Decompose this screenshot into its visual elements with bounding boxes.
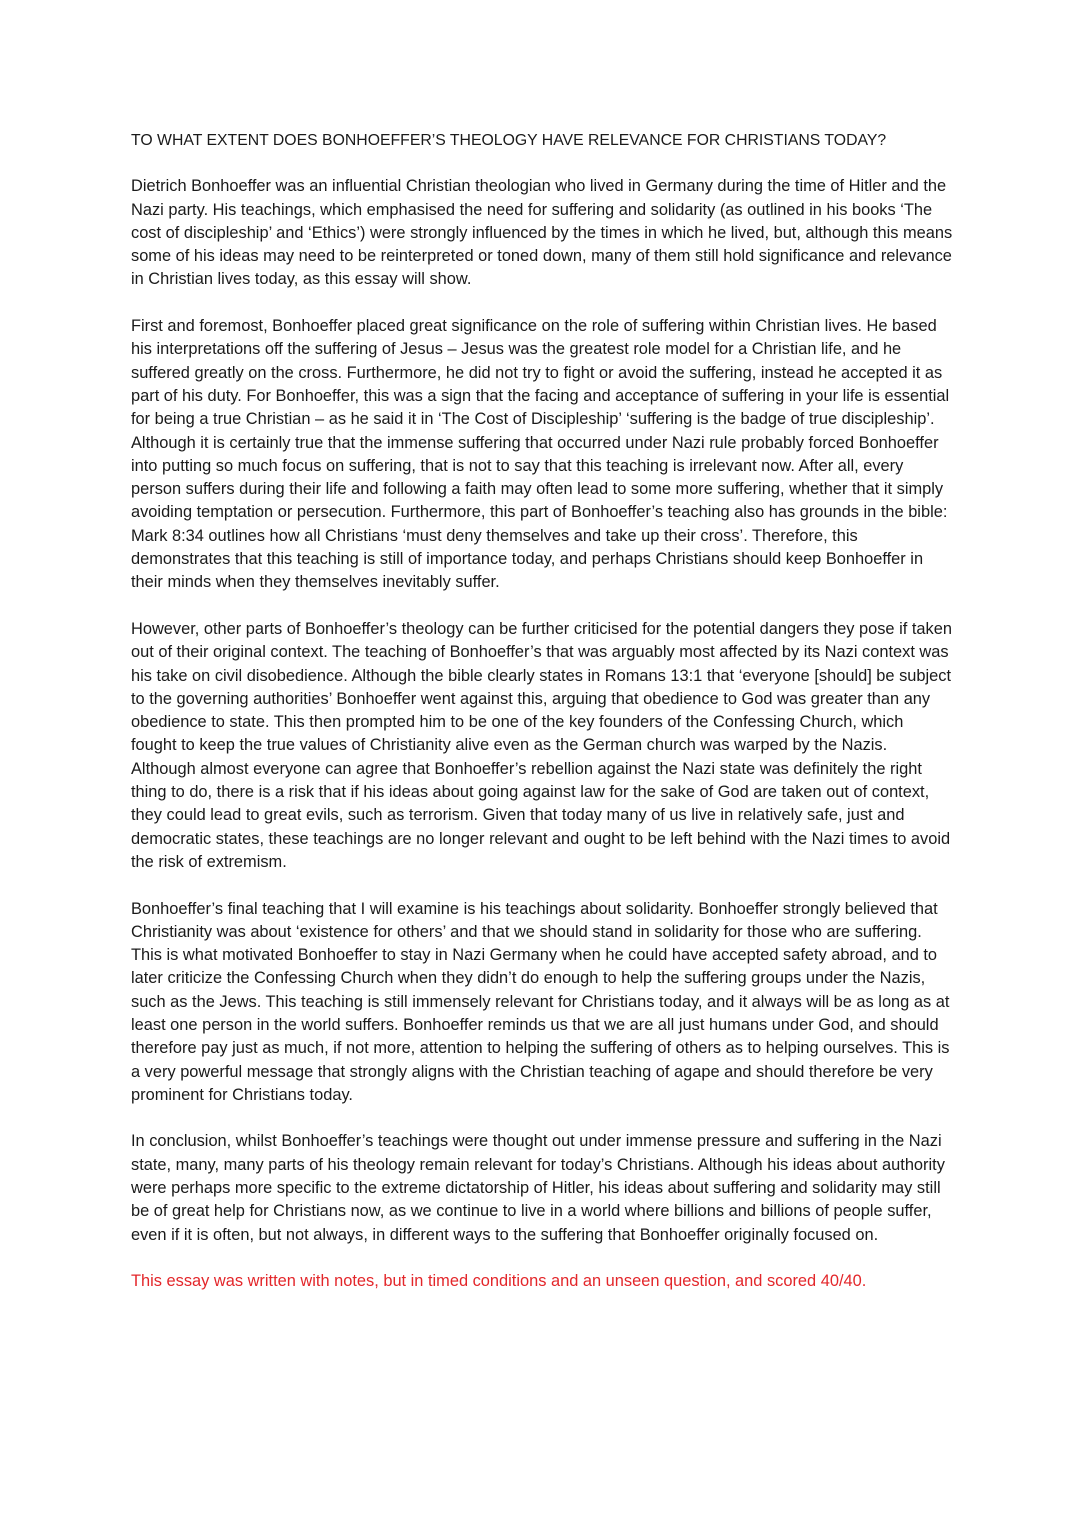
essay-paragraph-solidarity: Bonhoeffer’s final teaching that I will examine is his teachings about solidarity. Bonhoeffer strongly believed that Christianity was about ‘existence for others’ and that we should stand in solidarity for those who are suffering. This is what motivated Bonhoeffer to stay in Nazi Germany when he could have accepted safety abroad, and to later criticize the Confessing Church when they didn’t do enough to help the suffering groups under the Nazis, such as the Jews. This teaching is still immensely relevant for Christians today, and it always will be as long as at least one person in the world suffers. Bonhoeffer reminds us that we are all just humans under God, and should therefore pay just as much, if not more, attention to helping the suffering of others as to helping ourselves. This is a very powerful message that strongly aligns with the Christian teaching of agape and should therefore be very prominent for Christians today. [131, 899, 950, 1104]
essay-paragraph-suffering: First and foremost, Bonhoeffer placed great significance on the role of suffering within Christian lives. He based his interpretations off the suffering of Jesus – Jesus was the greatest role model for a Christian life, and he suffered greatly on the cross. Furthermore, he did not try to fight or avoid the suffering, instead he accepted it as part of his duty. For Bonhoeffer, this was a sign that the facing and acceptance of suffering in your life is essential for being a true Christian – as he said it in ‘The Cost of Discipleship’ ‘suffering is the badge of true discipleship’. Although it is certainly true that the immense suffering that occurred under Nazi rule probably forced Bonhoeffer into putting so much focus on suffering, that is not to say that this teaching is irrelevant now. After all, every person suffers during their life and following a faith may often lead to some more suffering, whether that it simply avoiding temptation or persecution. Furthermore, this part of Bonhoeffer’s teaching also has grounds in the bible: Mark 8:34 outlines how all Christians ‘must deny themselves and take up their cross’. Therefore, this demonstrates that this teaching is still of importance today, and perhaps Christians should keep Bonhoeffer in their minds when they themselves inevitably suffer. [131, 317, 950, 592]
essay-score-note: This essay was written with notes, but in timed conditions and an unseen question, and scored 40/40. [131, 1272, 867, 1291]
essay-paragraph-civil-disobedience: However, other parts of Bonhoeffer’s theology can be further criticised for the potential dangers they pose if taken out of their original context. The teaching of Bonhoeffer’s that was arguably most affected by its Nazi context was his take on civil disobedience. Although the bible clearly states in Romans 13:1 that ‘everyone [should] be subject to the governing authorities’ Bonhoeffer went against this, arguing that obedience to God was greater than any obedience to state. This then prompted him to be one of the key founders of the Confessing Church, which fought to keep the true values of Christianity alive even as the German church was warped by the Nazis. Although almost everyone can agree that Bonhoeffer’s rebellion against the Nazi state was definitely the right thing to do, there is a risk that if his ideas about going against law for the sake of God are taken out of context, they could lead to great evils, such as terrorism. Given that today many of us live in relatively safe, just and democratic states, these teachings are no longer relevant and ought to be left behind with the Nazi times to avoid the risk of extremism. [131, 619, 952, 871]
essay-title: TO WHAT EXTENT DOES BONHOEFFER’S THEOLOGY HAVE RELEVANCE FOR CHRISTIANS TODAY? [131, 132, 887, 149]
essay-paragraph-conclusion: In conclusion, whilst Bonhoeffer’s teachings were thought out under immense pressure and suffering in the Nazi state, many, many parts of his theology remain relevant for today’s Christians. Although his ideas about authority were perhaps more specific to the extreme dictatorship of Hitler, his ideas about suffering and solidarity may still be of great help for Christians now, as we continue to live in a world where billions and billions of people suffer, even if it is often, but not always, in different ways to the suffering that Bonhoeffer originally focused on. [131, 1132, 945, 1244]
essay-paragraph-introduction: Dietrich Bonhoeffer was an influential Christian theologian who lived in Germany during the time of Hitler and the Nazi party. His teachings, which emphasised the need for suffering and solidarity (as outlined in his books ‘The cost of discipleship’ and ‘Ethics’) were strongly influenced by the times in which he lived, but, although this means some of his ideas may need to be reinterpreted or toned down, many of them still hold significance and relevance in Christian lives today, as this essay will show. [131, 177, 953, 289]
essay-page [131, 129, 953, 1294]
